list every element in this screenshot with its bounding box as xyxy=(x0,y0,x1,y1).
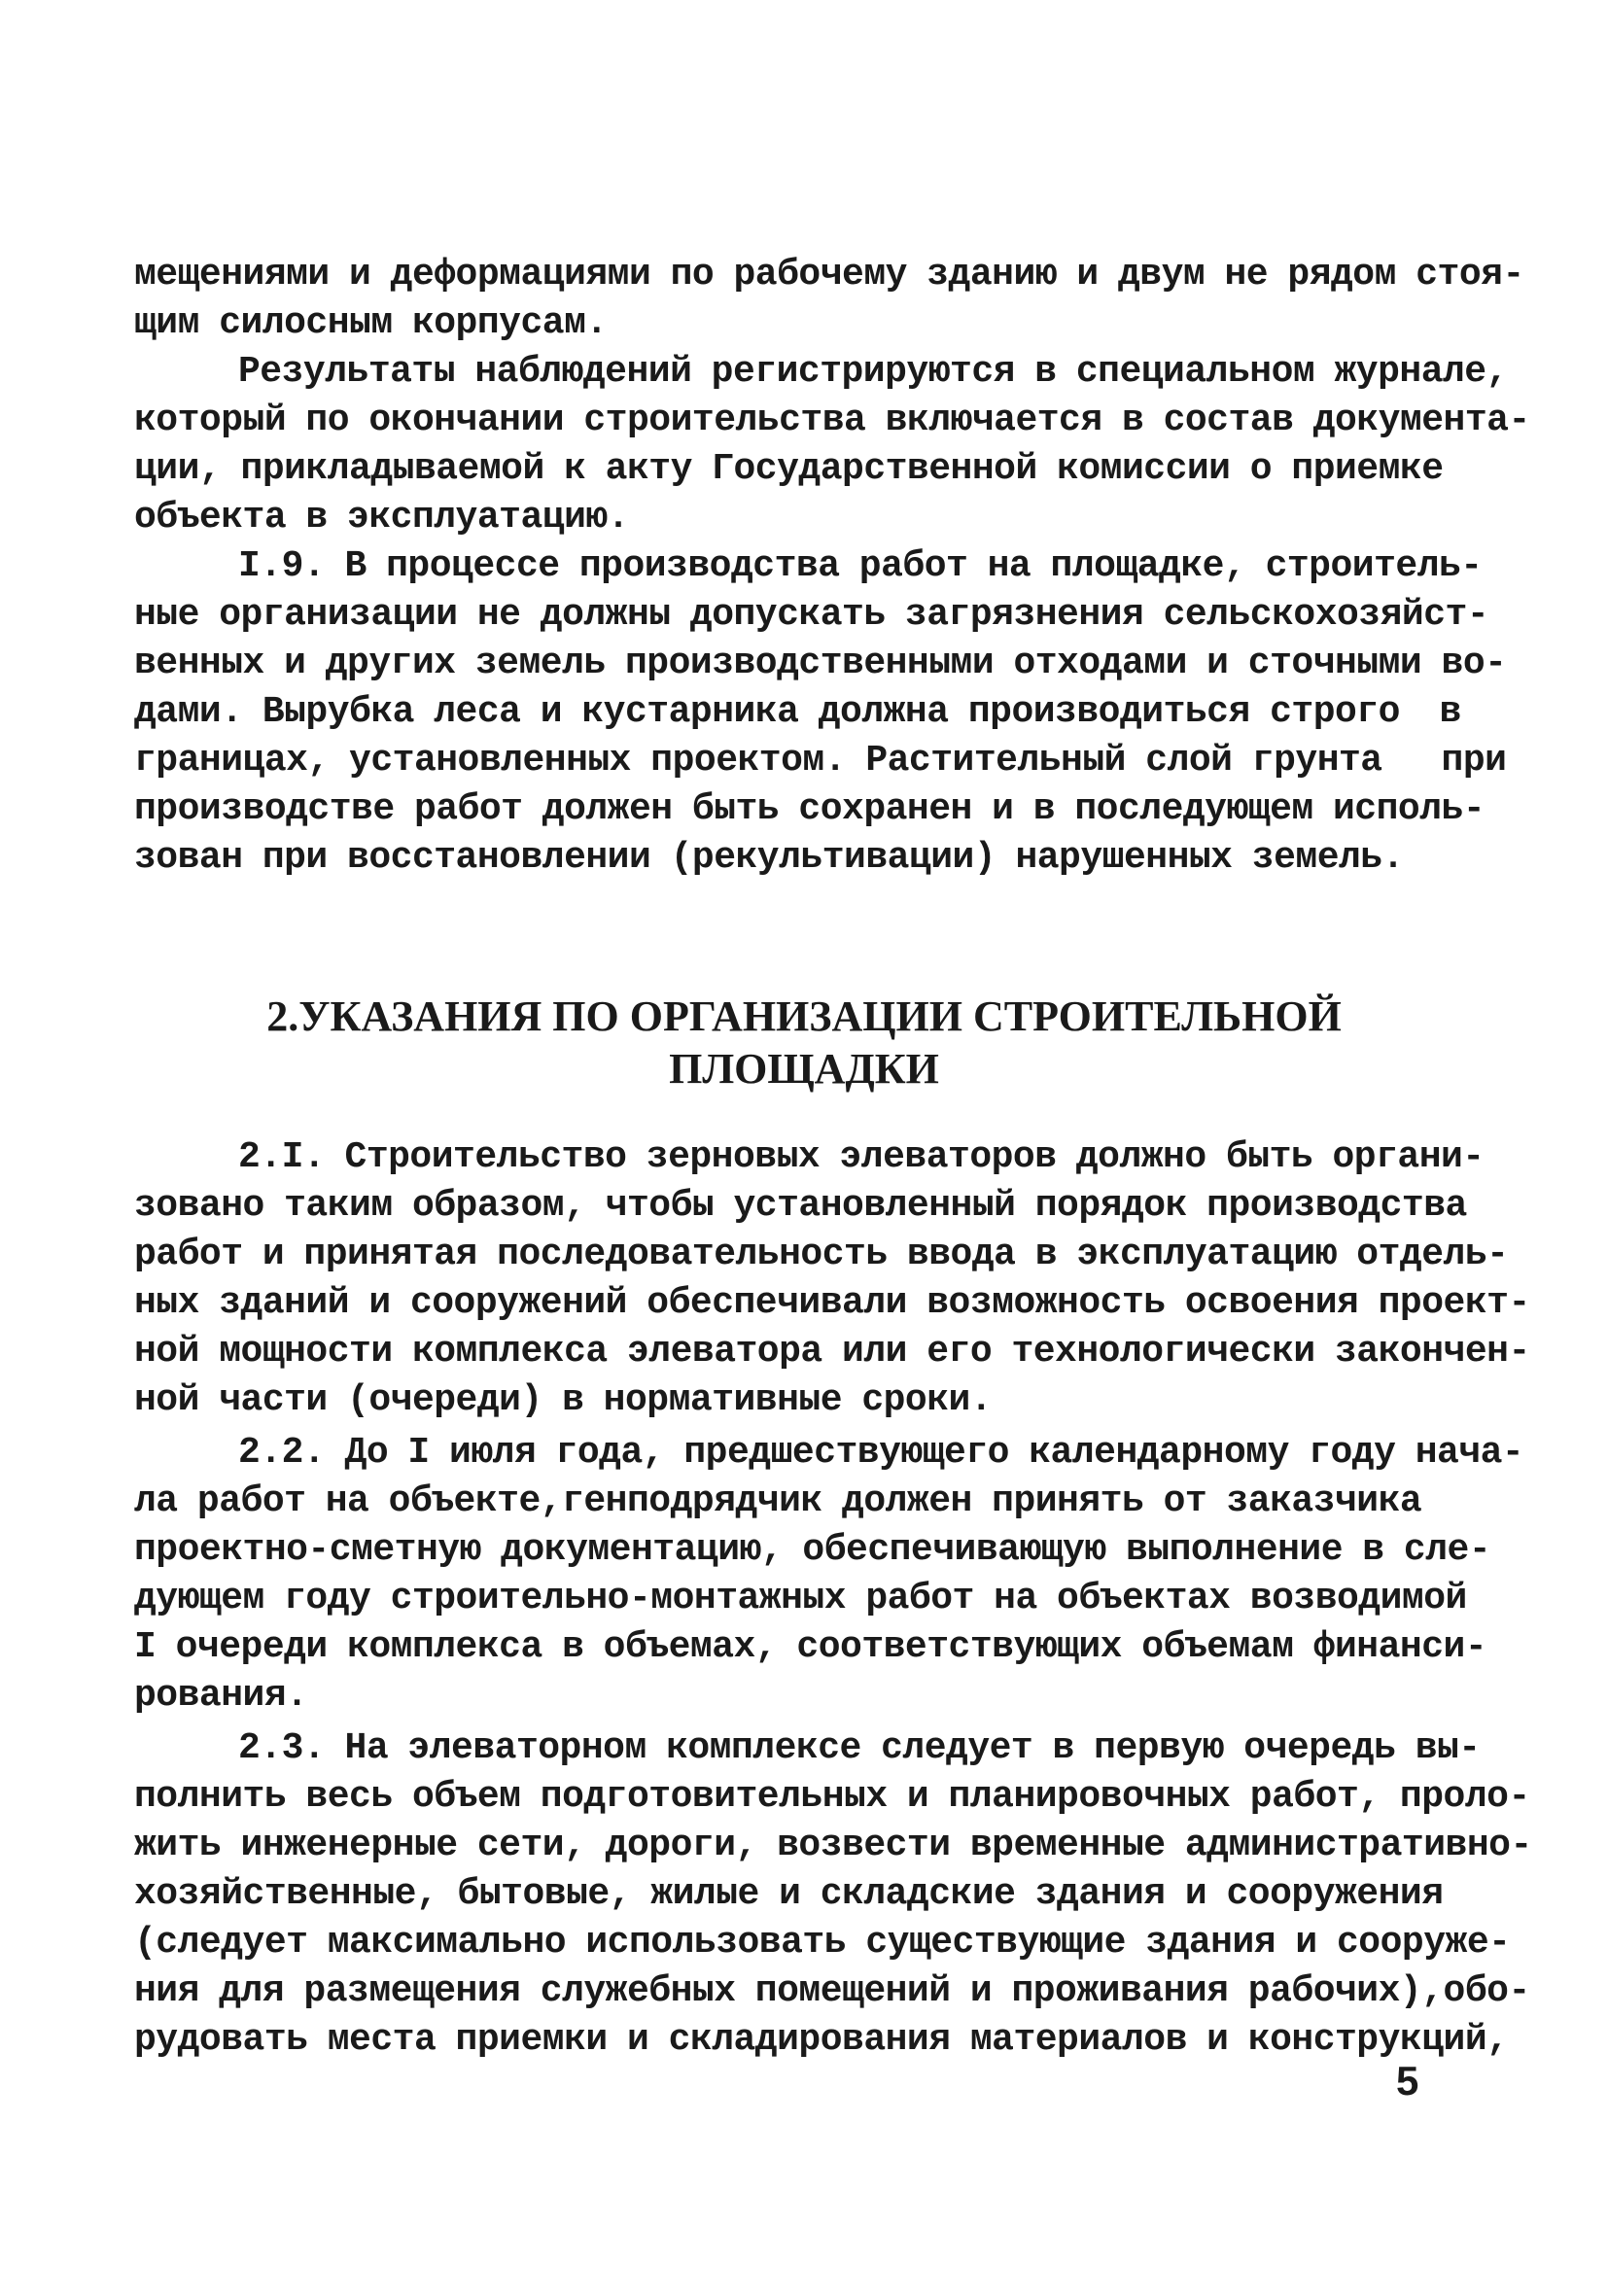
text-line: дующем году строительно-монтажных работ на объектах возводимой xyxy=(134,1578,1467,1619)
text-line: щим силосным корпусам. xyxy=(134,302,608,344)
text-line: рудовать места приемки и складирования материалов и конструкций, xyxy=(134,2019,1509,2061)
text-line: ния для размещения служебных помещений и проживания рабочих),обо- xyxy=(134,1970,1530,2012)
text-line: I.9. В процессе производства работ на площадке, строитель- xyxy=(238,545,1483,587)
text-line: производстве работ должен быть сохранен и в последующем исполь- xyxy=(134,788,1486,830)
text-line: проектно-сметную документацию, обеспечивающую выполнение в сле- xyxy=(134,1529,1491,1571)
text-line: Результаты наблюдений регистрируются в специальном журнале, xyxy=(238,351,1508,393)
section-heading: ПЛОЩАДКИ xyxy=(669,1045,939,1093)
text-line: хозяйственные, бытовые, жилые и складские здания и сооружения xyxy=(134,1873,1444,1915)
text-line: зован при восстановлении (рекультивации) нарушенных земель. xyxy=(134,837,1404,879)
text-line: (следует максимально использовать существующие здания и сооруже- xyxy=(134,1922,1511,1964)
text-line: I очереди комплекса в объемах, соответствующих объемам финанси- xyxy=(134,1626,1487,1668)
text-line: 2.I. Строительство зерновых элеваторов должно быть органи- xyxy=(238,1136,1485,1178)
text-line: 2.2. До I июля года, предшествующего календарному году нача- xyxy=(238,1432,1524,1474)
text-line: дами. Вырубка леса и кустарника должна производиться строго в xyxy=(134,691,1461,733)
text-line: мещениями и деформациями по рабочему зданию и двум не рядом стоя- xyxy=(134,254,1524,296)
text-line: который по окончании строительства включается в состав документа- xyxy=(134,400,1530,441)
section-heading: 2.УКАЗАНИЯ ПО ОРГАНИЗАЦИИ СТРОИТЕЛЬНОЙ xyxy=(266,992,1342,1040)
text-line: 2.3. На элеваторном комплексе следует в первую очередь вы- xyxy=(238,1727,1481,1769)
text-line: ной мощности комплекса элеватора или его технологически закончен- xyxy=(134,1331,1530,1373)
text-line: ной части (очереди) в нормативные сроки. xyxy=(134,1379,993,1421)
text-line: венных и других земель производственными отходами и сточными во- xyxy=(134,643,1507,684)
text-line: границах, установленных проектом. Растительный слой грунта при xyxy=(134,740,1507,782)
text-line: жить инженерные сети, дороги, возвести временные административно- xyxy=(134,1825,1532,1866)
text-line: ла работ на объекте,генподрядчик должен принять от заказчика xyxy=(134,1480,1422,1522)
text-line: ные организации не должны допускать загрязнения сельскохозяйст- xyxy=(134,594,1489,636)
text-line: работ и принятая последовательность ввода в эксплуатацию отдель- xyxy=(134,1234,1509,1275)
text-line: ных зданий и сооружений обеспечивали возможность освоения проект- xyxy=(134,1282,1530,1324)
text-line: объекта в эксплуатацию. xyxy=(134,497,629,539)
page-number: 5 xyxy=(1396,2058,1419,2104)
text-line: зовано таким образом, чтобы установленный порядок производства xyxy=(134,1185,1467,1227)
text-line: ции, прикладываемой к акту Государственной комиссии о приемке xyxy=(134,448,1444,490)
text-line: полнить весь объем подготовительных и планировочных работ, проло- xyxy=(134,1776,1530,1818)
text-line: рования. xyxy=(134,1675,308,1717)
